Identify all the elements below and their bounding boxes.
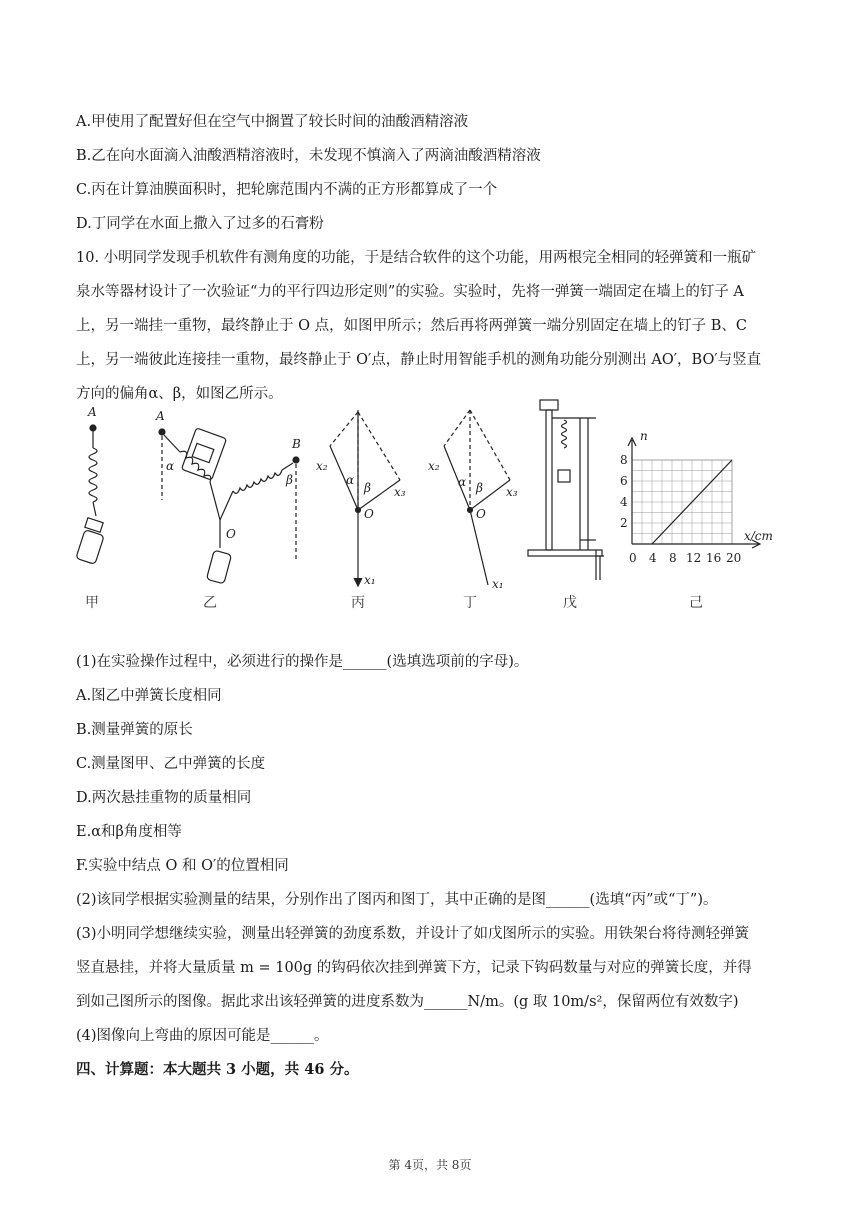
- sub1-option-c: C.测量图甲、乙中弹簧的长度: [76, 756, 266, 772]
- label-alpha-yi: α: [166, 459, 175, 473]
- label-alpha-bing: α: [346, 473, 355, 487]
- label-x2-bing: x₂: [316, 459, 328, 473]
- label-beta-bing: β: [364, 481, 371, 495]
- sub4-question: (4)图像向上弯曲的原因可能是______。: [76, 1028, 329, 1044]
- q10-line3: 上，另一端挂一重物，最终静止于 O 点，如图甲所示；然后再将两弹簧一端分别固定在墙上的钉子 B、C: [76, 318, 747, 334]
- option-b: B.乙在向水面滴入油酸酒精溶液时，未发现不慎滴入了两滴油酸酒精溶液: [76, 148, 541, 164]
- sub1-option-d: D.两次悬挂重物的质量相同: [76, 790, 252, 806]
- figure-ding: [444, 410, 510, 585]
- sub1-option-a: A.图乙中弹簧长度相同: [76, 688, 222, 704]
- graph-grid: [632, 460, 732, 544]
- sub1-option-b: B.测量弹簧的原长: [76, 722, 193, 738]
- sub1-question: (1)在实验操作过程中，必须进行的操作是______(选填选项前的字母)。: [76, 654, 529, 670]
- q10-line5: 方向的偏角α、β，如图乙所示。: [76, 386, 283, 402]
- graph-xtick-label: 0: [629, 551, 637, 565]
- label-A-yi: A: [156, 409, 165, 423]
- graph-xtick-label: 4: [649, 551, 657, 565]
- graph-ytick-label: 2: [620, 516, 628, 530]
- graph-ylabel: n: [640, 429, 648, 443]
- label-O-yi: O: [226, 527, 236, 541]
- caption-bing: 丙: [351, 595, 365, 611]
- label-x3-ding: x₃: [506, 485, 518, 499]
- graph-ytick-label: 8: [620, 453, 628, 467]
- q10-line1: 10. 小明同学发现手机软件有测角度的功能，于是结合软件的这个功能，用两根完全相同的轻弹簧和一瓶矿: [76, 250, 757, 266]
- caption-ji: 己: [689, 595, 703, 611]
- label-O-bing: O: [364, 507, 374, 521]
- caption-jia: 甲: [85, 595, 99, 611]
- label-alpha-ding: α: [458, 475, 467, 489]
- sub3-line1: (3)小明同学想继续实验，测量出轻弹簧的劲度系数，并设计了如戊图所示的实验。用铁架台将待测轻弹簧: [76, 926, 750, 942]
- caption-wu: 戊: [563, 595, 577, 611]
- figure-bing: [330, 410, 400, 586]
- label-O-ding: O: [476, 507, 486, 521]
- option-c: C.丙在计算油膜面积时，把轮廓范围内不满的正方形都算成了一个: [76, 182, 498, 198]
- graph-xtick-label: 20: [726, 551, 742, 565]
- label-x1-ding: x₁: [492, 577, 504, 591]
- caption-ding: 丁: [463, 595, 477, 611]
- sub1-option-f: F.实验中结点 O 和 O′的位置相同: [76, 858, 289, 874]
- figure-wu: [528, 400, 604, 580]
- sub2-question: (2)该同学根据实验测量的结果，分别作出了图丙和图丁，其中正确的是图______(选填“丙”或“丁”)。: [76, 892, 718, 908]
- sub3-line2: 竖直悬挂，并将大量质量 m = 100g 的钩码依次挂到弹簧下方，记录下钩码数量与对应的弹簧长度，并得: [76, 960, 752, 976]
- option-d: D.丁同学在水面上撒入了过多的石膏粉: [76, 216, 324, 232]
- section-heading: 四、计算题：本大题共 3 小题，共 46 分。: [76, 1061, 359, 1078]
- q10-line4: 上，另一端彼此连接挂一重物，最终静止于 O′点，静止时用智能手机的测角功能分别测出 AO′，BO′与竖直: [76, 352, 762, 368]
- label-A-jia: A: [88, 405, 97, 419]
- graph-xtick-label: 16: [706, 551, 722, 565]
- q10-line2: 泉水等器材设计了一次验证“力的平行四边形定则”的实验。实验时，先将一弹簧一端固定在墙上的钉子 A: [76, 284, 744, 300]
- label-x1-bing: x₁: [364, 573, 376, 587]
- sub3-line3: 到如己图所示的图像。据此求出该轻弹簧的进度系数为______N/m。(g 取 10m/s²，保留两位有效数字): [76, 994, 739, 1010]
- figure-jia: [76, 425, 104, 564]
- label-x2-ding: x₂: [428, 459, 440, 473]
- figure-yi: [159, 428, 299, 584]
- label-x3-bing: x₃: [394, 485, 406, 499]
- label-beta-ding: β: [476, 481, 483, 495]
- page-footer: 第 4页，共 8页: [388, 1158, 472, 1172]
- label-B-yi: B: [292, 437, 301, 451]
- graph-xtick-label: 8: [669, 551, 677, 565]
- graph-ytick-label: 4: [620, 495, 628, 509]
- caption-yi: 乙: [203, 595, 217, 611]
- label-beta-yi: β: [286, 473, 293, 487]
- graph-xlabel: x/cm: [744, 529, 773, 543]
- option-a: A.甲使用了配置好但在空气中搁置了较长时间的油酸酒精溶液: [76, 114, 469, 130]
- graph-axes: [628, 438, 760, 548]
- graph-xtick-label: 12: [686, 551, 702, 565]
- sub1-option-e: E.α和β角度相等: [76, 824, 182, 840]
- graph-ytick-label: 6: [620, 474, 628, 488]
